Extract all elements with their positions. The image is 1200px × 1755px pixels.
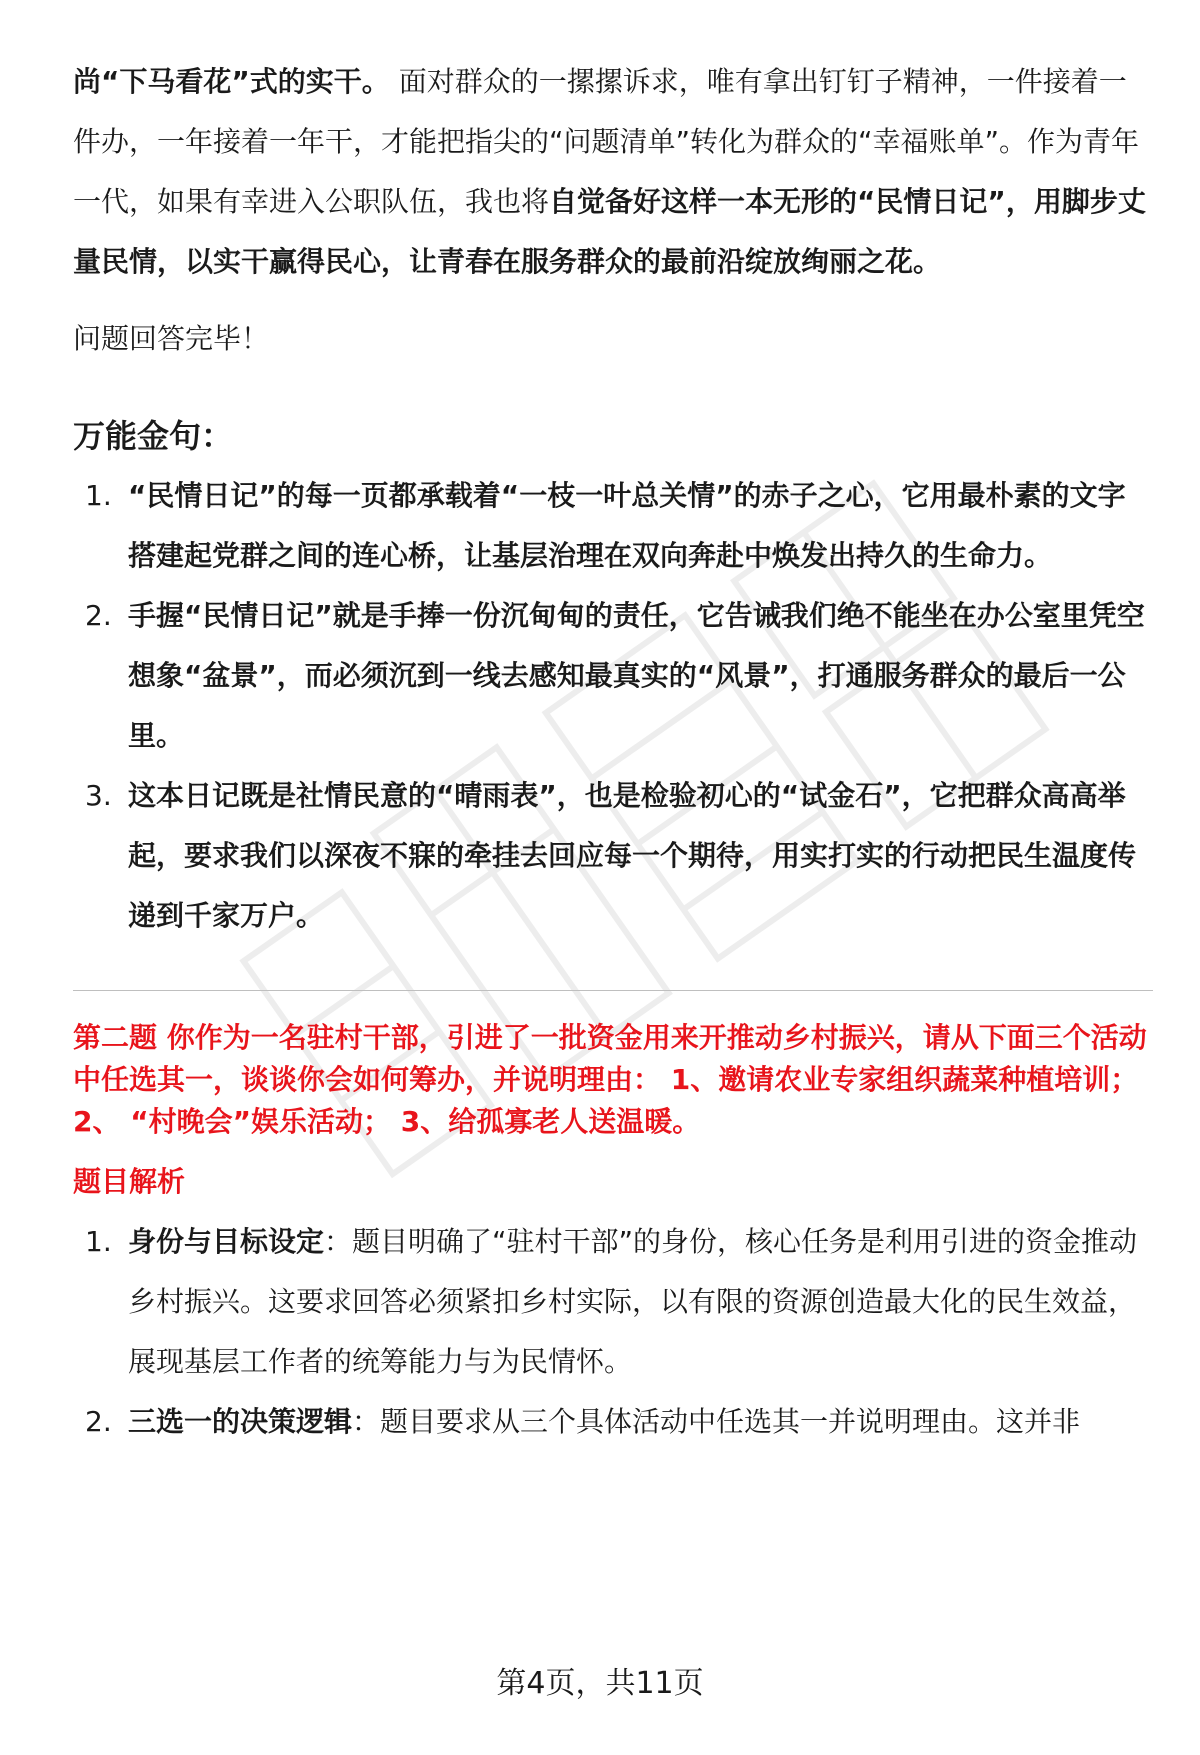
page-footer: 第4页，共11页 xyxy=(496,1666,704,1701)
list-item xyxy=(73,1212,1153,1392)
list-number: 1. xyxy=(85,1225,112,1258)
golden-sentences-list xyxy=(73,466,1153,946)
document-page xyxy=(73,52,1153,1452)
list-item-bold-lead: 身份与目标设定 xyxy=(128,1225,325,1258)
analysis-list xyxy=(73,1212,1153,1452)
list-item-text: 手握“民情日记”就是手捧一份沉甸甸的责任，它告诫我们绝不能坐在办公室里凭空想象“盆景”，而必须沉到一线去感知最真实的“风景”，打通服务群众的最后一公里。 xyxy=(128,599,1145,752)
list-item xyxy=(73,586,1153,766)
list-item-text: ：题目要求从三个具体活动中任选其一并说明理由。这并非 xyxy=(352,1405,1081,1438)
intro-text: 面对群众的一摞摞诉求，唯有拿出钉钉子精神，一件接着一件办，一年接着一年干，才能把指尖的“问题清单”转化为群众的“幸福账单”。作为青年一代，如果有幸进入公职队伍，我也将 xyxy=(73,65,1140,218)
list-item-text: “民情日记”的每一页都承载着“一枝一叶总关情”的赤子之心，它用最朴素的文字搭建起党群之间的连心桥，让基层治理在双向奔赴中焕发出持久的生命力。 xyxy=(128,479,1126,572)
list-number: 2. xyxy=(85,599,112,632)
list-item-text: 这本日记既是社情民意的“晴雨表”，也是检验初心的“试金石”，它把群众高高举起，要求我们以深夜不寐的牵挂去回应每一个期待，用实打实的行动把民生温度传递到千家万户。 xyxy=(128,779,1137,932)
list-item-text: ：题目明确了“驻村干部”的身份，核心任务是利用引进的资金推动乡村振兴。这要求回答必须紧扣乡村实际，以有限的资源创造最大化的民生效益，展现基层工作者的统筹能力与为民情怀。 xyxy=(128,1225,1138,1378)
intro-bold-lead: 尚“下马看花”式的实干。 xyxy=(73,65,390,98)
golden-sentences-heading: 万能金句： xyxy=(73,417,234,455)
list-item xyxy=(73,766,1153,946)
analysis-heading: 题目解析 xyxy=(73,1165,186,1198)
section-divider xyxy=(73,990,1153,991)
list-item xyxy=(73,466,1153,586)
intro-bold-tail: 自觉备好这样一本无形的“民情日记”，用脚步丈量民情，以实干赢得民心，让青春在服务群众的最前沿绽放绚丽之花。 xyxy=(73,185,1146,278)
intro-paragraph xyxy=(73,52,1153,292)
list-item xyxy=(73,1392,1153,1452)
list-item-bold-lead: 三选一的决策逻辑 xyxy=(128,1405,353,1438)
list-number: 1. xyxy=(85,479,112,512)
question-two-prompt: 第二题 你作为一名驻村干部，引进了一批资金用来开推动乡村振兴，请从下面三个活动中任选其一，谈谈你会如何筹办，并说明理由： 1、邀请农业专家组织蔬菜种植培训； 2、 “村晚会”娱乐活动； 3、给孤寡老人送温暖。 xyxy=(73,1021,1147,1138)
answer-complete-text: 问题回答完毕！ xyxy=(73,322,270,355)
list-number: 3. xyxy=(85,779,112,812)
list-number: 2. xyxy=(85,1405,112,1438)
